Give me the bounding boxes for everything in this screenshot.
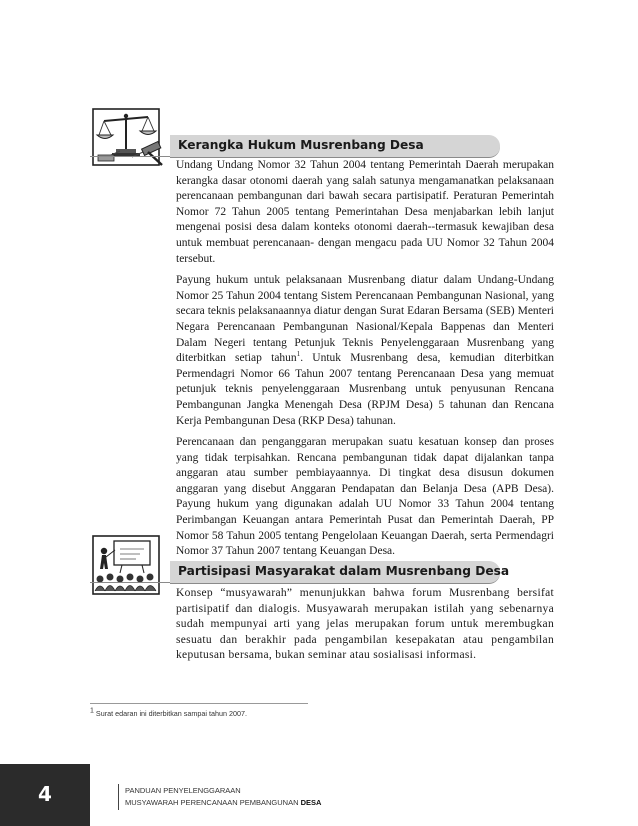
- section-title: Partisipasi Masyarakat dalam Musrenbang Desa: [178, 564, 510, 578]
- paragraph: Payung hukum untuk pelaksanaan Musrenbang diatur dalam Undang-Undang Nomor 25 Tahun 2004 tentang Sistem Perencanaan Pembangunan Nasional, yang secara teknis pelaksanaannya diatur dengan Surat Edaran Bersama (SEB) Menteri Negara Perencanaan Pembangunan Nasional/Kepala Bappenas dan Menteri Dalam Negeri tentang Petunjuk Teknis Penyelenggaraan Musrenbang yang diterbitkan setiap tahun$^1$. Untuk Musrenbang desa, kemudian diterbitkan Permendagri Nomor 66 Tahun 2007 tentang Perencanaan Desa yang memuat petunjuk teknis penyelenggaraan Musrenbang untuk penyusunan Rencana Pembangunan Jangka Menengah Desa (RPJM Desa) 5 tahunan dan Rencana Kerja Pembangunan Desa (RKP Desa) tahunan.: [176, 274, 554, 427]
- footnote: $^1$ Surat edaran ini diterbitkan sampai tahun 2007.: [90, 707, 247, 718]
- footer-divider: [118, 784, 119, 810]
- paragraph: Undang Undang Nomor 32 Tahun 2004 tentang Pemerintah Daerah merupakan kerangka dasar otonomi daerah yang salah satunya mengamanatkan pelaksanaan perencanaan pembangunan dari bawah secara partisipatif. Peraturan Pemerintah Nomor 72 Tahun 2005 tentang Pemerintahan Desa menjabarkan lebih lanjut mengenai posisi desa dalam konteks otonomi daerah--termasuk kewajiban desa untuk membuat perencanaan- dengan mengacu pada UU Nomor 32 Tahun 2004 tersebut.: [176, 159, 554, 265]
- footnote-divider: [90, 703, 308, 704]
- paragraph: Konsep “musyawarah” menunjukkan bahwa forum Musrenbang bersifat partisipatif dan dialogis. Musyawarah merupakan istilah yang sebenarnya sudah mempunyai arti yang jelas merupakan forum untuk merembugkan sesuatu dan berakhir pada pengambilan kesepakatan atau pengambilan keputusan bersama, bukan seminar atau sosialisasi informasi.: [176, 587, 554, 662]
- footnote-reference: 1: [296, 350, 301, 359]
- page-number-box: [0, 764, 90, 826]
- paragraph: Perencanaan dan penganggaran merupakan suatu kesatuan konsep dan proses yang tidak terpisahkan. Rencana pembangunan tidak dapat dijalankan tanpa anggaran atau sumber pembiayaannya. Di tingkat desa disusun dokumen anggaran yang disebut Anggaran Pendapatan dan Belanja Desa (APB Desa). Payung hukum yang digunakan adalah UU Nomor 33 Tahun 2004 tentang Perimbangan Keuangan antara Pemerintah Pusat dan Pemerintah Daerah, PP Nomor 58 Tahun 2005 tentang Pengelolaan Keuangan Daerah, serta Permendagri Nomor 37 Tahun 2007 tentang Keuangan Desa.: [176, 436, 554, 558]
- footnote-mark: 1: [90, 707, 94, 715]
- section-heading-bar: [170, 135, 500, 158]
- page-number: 4: [38, 782, 52, 806]
- section-rule: [90, 156, 170, 157]
- section-rule: [90, 582, 170, 583]
- meeting-audience-icon: [90, 533, 170, 603]
- page-footer: [0, 764, 638, 826]
- section-heading-bar: [170, 561, 510, 584]
- footer-title-line2: MUSYAWARAH PERENCANAAN PEMBANGUNAN DESA: [125, 798, 322, 807]
- scales-justice-icon: [90, 105, 170, 173]
- section-body: [176, 586, 554, 670]
- footer-title-line1: PANDUAN PENYELENGGARAAN: [125, 786, 241, 795]
- section-body: [176, 158, 554, 566]
- section-title: Kerangka Hukum Musrenbang Desa: [178, 138, 424, 152]
